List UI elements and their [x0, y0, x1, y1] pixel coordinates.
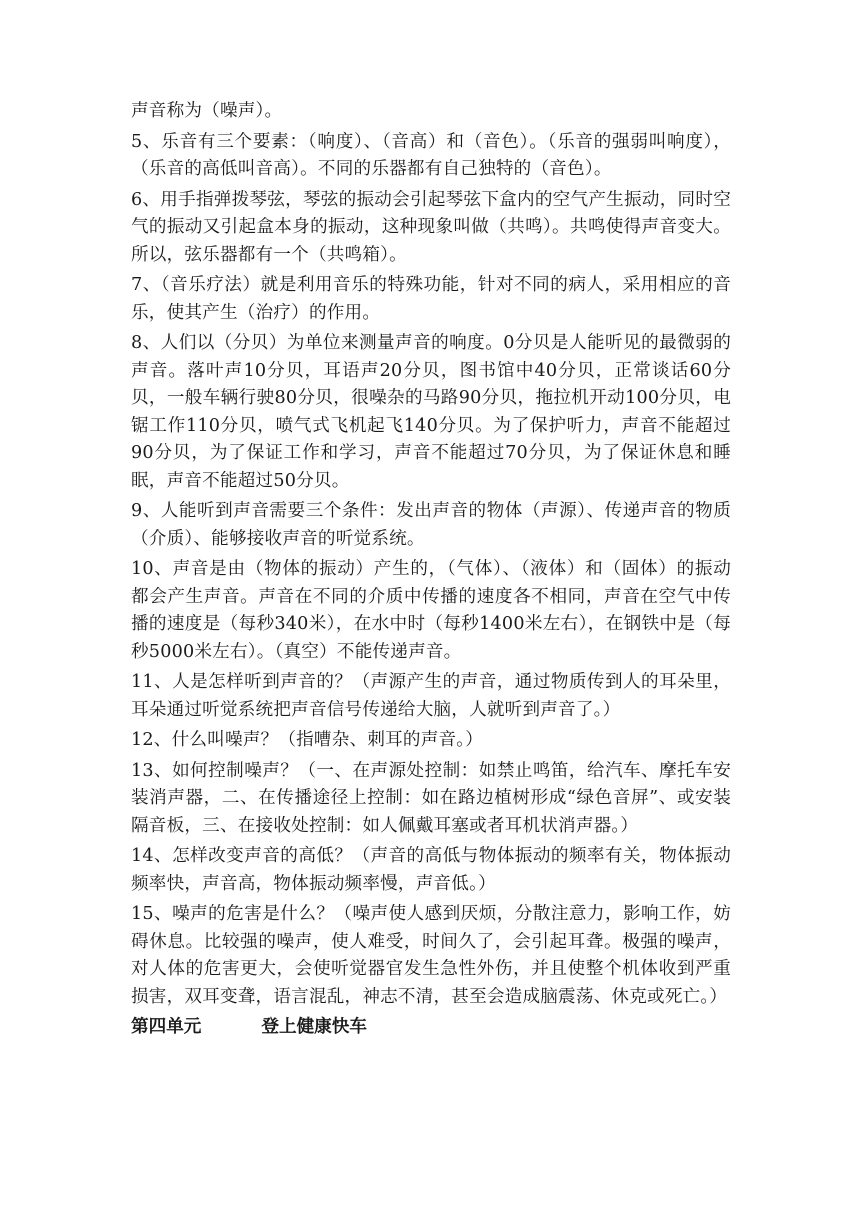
paragraph-noise-definition: 声音称为（噪声）。 — [131, 101, 283, 121]
paragraph-item-14: 14、怎样改变声音的高低？（声音的高低与物体振动的频率有关，物体振动频率快，声音高，物体振动频率慢，声音低。） — [131, 846, 731, 894]
section-heading — [131, 1014, 731, 1042]
paragraph-item-15: 15、噪声的危害是什么？（噪声使人感到厌烦，分散注意力，影响工作，妨碍休息。比较强的噪声，使人难受，时间久了，会引起耳聋。极强的噪声，对人体的危害更大，会使听觉器官发生急性外伤，并且使整个机体收到严重损害，双耳变聋，语言混乱，神志不清，甚至会造成脑震荡、休克或死亡。） — [131, 904, 731, 1007]
paragraph-item-5: 5、乐音有三个要素：（响度）、（音高）和（音色）。（乐音的强弱叫响度），（乐音的高低叫音高）。不同的乐器都有自己独特的（音色）。 — [131, 131, 731, 179]
paragraph-item-13: 13、如何控制噪声？（一、在声源处控制：如禁止鸣笛，给汽车、摩托车安装消声器，二、在传播途径上控制：如在路边植树形成“绿色音屏”、或安装隔音板，三、在接收处控制：如人佩戴耳塞或者耳机状消声器。） — [131, 760, 731, 836]
paragraph-item-7: 7、（音乐疗法）就是利用音乐的特殊功能，针对不同的病人，采用相应的音乐，使其产生（治疗）的作用。 — [131, 275, 731, 323]
paragraph-item-9: 9、人能听到声音需要三个条件：发出声音的物体（声源）、传递声音的物质（介质）、能够接收声音的听觉系统。 — [131, 501, 731, 549]
paragraph-item-12: 12、什么叫噪声？（指嘈杂、刺耳的声音。） — [131, 730, 484, 750]
paragraph-item-8: 8、人们以（分贝）为单位来测量声音的响度。0分贝是人能听见的最微弱的声音。落叶声10分贝，耳语声20分贝，图书馆中40分贝，正常谈话60分贝，一般车辆行驶80分贝，很噪杂的马路90分贝，拖拉机开动100分贝，电锯工作110分贝，喷气式飞机起飞140分贝。为了保护听力，声音不能超过90分贝，为了保证工作和学习，声音不能超过70分贝，为了保证休息和睡眠，声音不能超过50分贝。 — [131, 333, 731, 491]
section-unit: 第四单元 — [131, 1017, 202, 1037]
paragraph-item-10: 10、声音是由（物体的振动）产生的，（气体）、（液体）和（固体）的振动都会产生声音。声音在不同的介质中传播的速度各不相同，声音在空气中传播的速度是（每秒340米），在水中时（每秒1400米左右），在钢铁中是（每秒5000米左右）。（真空）不能传递声音。 — [131, 559, 731, 662]
document-page — [131, 98, 731, 1042]
paragraph-item-6: 6、用手指弹拨琴弦，琴弦的振动会引起琴弦下盒内的空气产生振动，同时空气的振动又引起盒本身的振动，这种现象叫做（共鸣）。共鸣使得声音变大。所以，弦乐器都有一个（共鸣箱）。 — [131, 189, 731, 265]
paragraph-item-11: 11、人是怎样听到声音的？（声源产生的声音，通过物质传到人的耳朵里，耳朵通过听觉系统把声音信号传递给大脑，人就听到声音了。） — [131, 672, 731, 720]
section-title: 登上健康快车 — [261, 1017, 367, 1037]
